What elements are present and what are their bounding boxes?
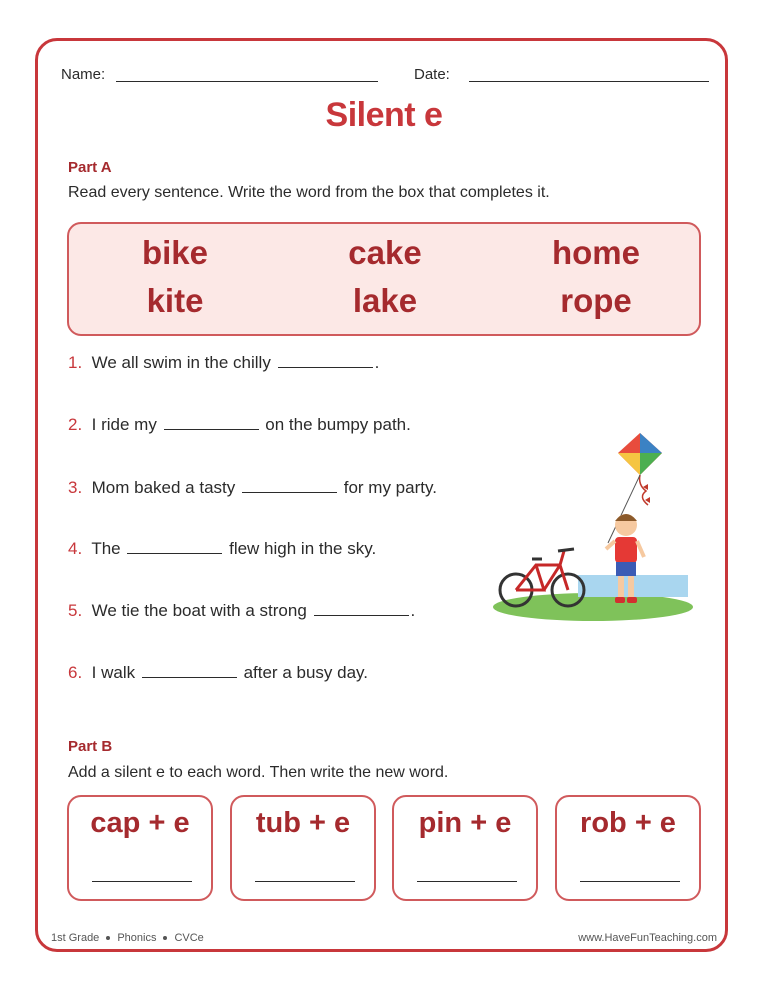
footer-tags: [51, 932, 204, 944]
bullet-icon: [163, 936, 167, 940]
question-6: [68, 661, 368, 685]
answer-line[interactable]: [580, 881, 680, 882]
word-card-text: cap + e: [90, 807, 190, 839]
word-bank-item: bike: [141, 234, 209, 271]
name-field[interactable]: [116, 81, 378, 82]
answer-line[interactable]: [255, 881, 355, 882]
answer-blank[interactable]: [164, 413, 259, 430]
question-5: [68, 599, 415, 623]
answer-blank[interactable]: [142, 661, 237, 678]
word-bank-item: rope: [560, 282, 632, 319]
name-label: Name:: [61, 66, 106, 83]
part-b-heading: Part B: [68, 738, 113, 755]
answer-blank[interactable]: [127, 537, 222, 554]
word-bank-item: cake: [348, 234, 422, 271]
bullet-icon: [106, 936, 110, 940]
part-a-instructions: Read every sentence. Write the word from the box that completes it.: [68, 184, 550, 201]
word-card: [67, 795, 213, 901]
word-card-text: rob + e: [580, 807, 676, 839]
word-bank-item: home: [551, 234, 640, 271]
question-number: 1.: [68, 353, 83, 372]
part-b-instructions: Add a silent e to each word. Then write the new word.: [68, 764, 449, 781]
word-bank: [67, 222, 701, 336]
question-text: on the bumpy path.: [265, 415, 411, 434]
question-2: [68, 413, 411, 437]
kite-bike-illustration: [488, 425, 698, 625]
question-number: 2.: [68, 415, 83, 434]
part-a-heading: Part A: [68, 159, 112, 176]
answer-blank[interactable]: [314, 599, 409, 616]
word-bank-item: lake: [352, 282, 418, 319]
page-title: Silent e: [325, 96, 443, 134]
question-text: I ride my: [91, 415, 157, 434]
word-card-text: pin + e: [418, 807, 512, 839]
question-text: .: [374, 353, 380, 372]
question-text: for my party.: [343, 478, 437, 497]
question-number: 3.: [68, 478, 83, 497]
question-text: We tie the boat with a strong: [91, 601, 307, 620]
question-text: Mom baked a tasty: [91, 478, 236, 497]
word-card: [555, 795, 701, 901]
question-text: .: [410, 601, 416, 620]
footer-tag: CVCe: [174, 932, 204, 944]
question-text: I walk: [91, 663, 136, 682]
date-label: Date:: [414, 66, 450, 83]
footer-tag: 1st Grade: [51, 932, 100, 944]
date-field[interactable]: [469, 81, 709, 82]
word-bank-item: kite: [146, 282, 204, 319]
question-4: [68, 537, 376, 561]
question-text: flew high in the sky.: [229, 539, 377, 558]
answer-line[interactable]: [92, 881, 192, 882]
grass-icon: [493, 593, 693, 621]
footer-site[interactable]: www.HaveFunTeaching.com: [578, 932, 717, 944]
word-card: [230, 795, 376, 901]
word-card-text: tub + e: [255, 807, 351, 839]
question-number: 5.: [68, 601, 83, 620]
answer-line[interactable]: [417, 881, 517, 882]
question-3: [68, 476, 437, 500]
question-1: [68, 351, 379, 375]
answer-blank[interactable]: [278, 351, 373, 368]
question-text: We all swim in the chilly: [91, 353, 271, 372]
question-text: after a busy day.: [243, 663, 368, 682]
word-card: [392, 795, 538, 901]
question-number: 6.: [68, 663, 83, 682]
question-text: The: [91, 539, 121, 558]
footer-tag: Phonics: [117, 932, 157, 944]
question-number: 4.: [68, 539, 83, 558]
answer-blank[interactable]: [242, 476, 337, 493]
